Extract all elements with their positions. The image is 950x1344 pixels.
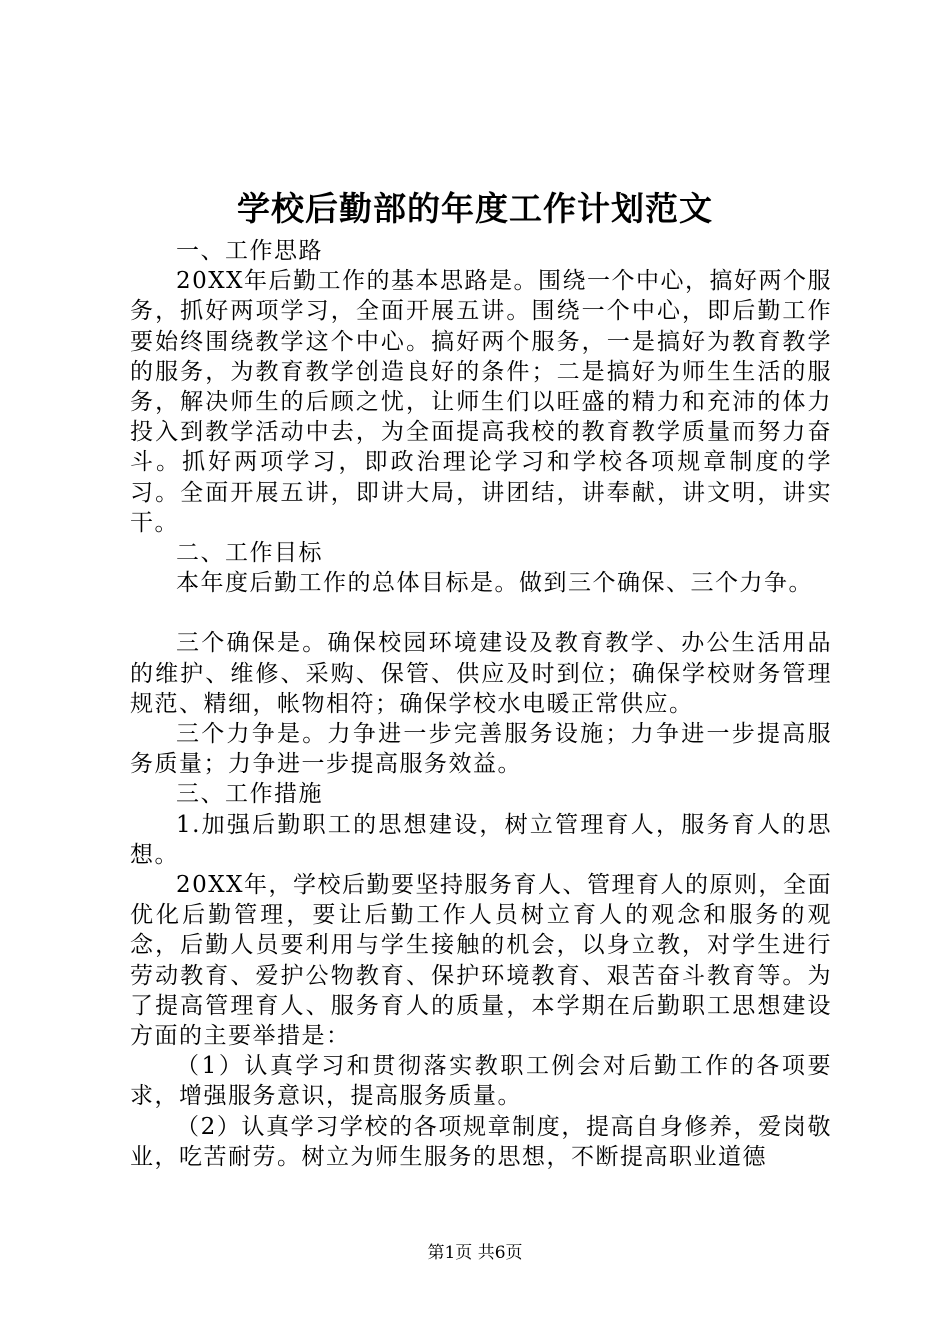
- body-paragraph: 20XX年后勤工作的基本思路是。围绕一个中心，搞好两个服务，抓好两项学习，全面开展五讲。围绕一个中心，即后勤工作要始终围绕教学这个中心。搞好两个服务，一是搞好为教育教学的服务，为教育教学创造良好的条件；二是搞好为师生生活的服务，解决师生的后顾之忧，让师生们以旺盛的精力和充沛的体力投入到教学活动中去，为全面提高我校的教育教学质量而努力奋斗。抓好两项学习，即政治理论学习和学校各项规章制度的学习。全面开展五讲，即讲大局，讲团结，讲奉献，讲文明，讲实干。: [130, 268, 833, 536]
- paragraph-spacer: [130, 598, 832, 628]
- section-heading: 一、工作思路: [176, 238, 323, 264]
- page-footer: 第1页 共6页: [427, 1243, 523, 1263]
- body-paragraph: （1）认真学习和贯彻落实教职工例会对后勤工作的各项要求，增强服务意识，提高服务质量。: [130, 1053, 832, 1110]
- body-paragraph: （2）认真学习学校的各项规章制度，提高自身修养，爱岗敬业，吃苦耐劳。树立为师生服务的思想，不断提高职业道德: [130, 1113, 832, 1170]
- document-title: 学校后勤部的年度工作计划范文: [237, 189, 713, 228]
- document-body: [130, 236, 832, 1172]
- section-heading: 三、工作措施: [176, 781, 323, 808]
- body-paragraph: 三个确保是。确保校园环境建设及教育教学、办公生活用品的维护、维修、采购、保管、供应及时到位；确保学校财务管理规范、精细，帐物相符；确保学校水电暖正常供应。: [130, 630, 832, 717]
- body-paragraph: 三个力争是。力争进一步完善服务设施；力争进一步提高服务质量；力争进一步提高服务效益。: [130, 721, 832, 778]
- body-paragraph: 本年度后勤工作的总体目标是。做到三个确保、三个力争。: [176, 570, 813, 597]
- section-heading: 二、工作目标: [176, 540, 323, 567]
- body-paragraph: 20XX年，学校后勤要坚持服务育人、管理育人的原则，全面优化后勤管理，要让后勤工作人员树立育人的观念和服务的观念，后勤人员要利用与学生接触的机会，以身立教，对学生进行劳动教育、爱护公物教育、保护环境教育、艰苦奋斗教育等。为了提高管理育人、服务育人的质量，本学期在后勤职工思想建设方面的主要举措是：: [130, 872, 833, 1050]
- body-paragraph: 1.加强后勤职工的思想建设，树立管理育人，服务育人的思想。: [130, 811, 832, 868]
